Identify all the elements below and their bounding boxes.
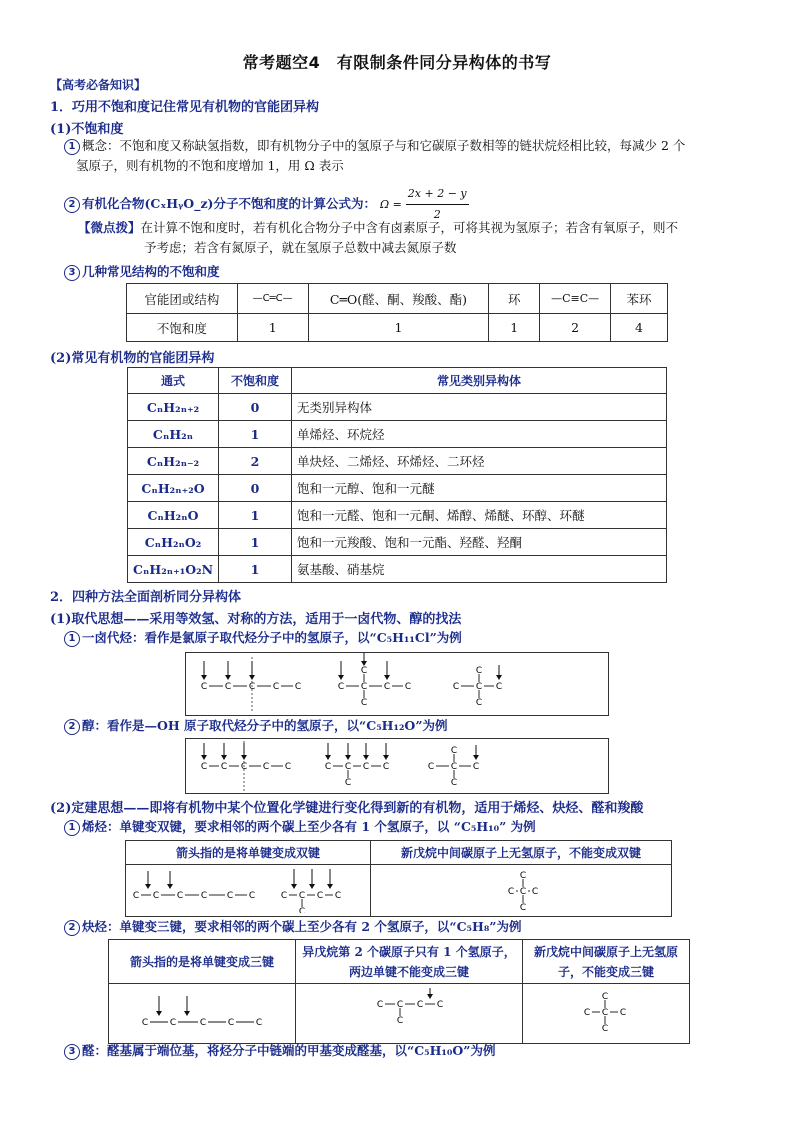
table2-header: 常见类别异构体: [292, 368, 667, 394]
carbon-atom: C: [519, 887, 527, 897]
unsaturation-cell: 2: [219, 448, 292, 475]
table2-header: 不饱和度: [219, 368, 292, 394]
unsaturation-cell: 1: [219, 421, 292, 448]
carbon-atom: C: [337, 682, 345, 692]
alkene-table: [125, 840, 672, 917]
alkene-header-2: 新戊烷中间碳原子上无氢原子，不能变成双键: [371, 841, 672, 865]
table1-col: —C≡C—: [540, 284, 611, 314]
carbon-atom: C: [360, 666, 368, 676]
tip-text-2: 予考虑；若含有氮原子，就在氢原子总数中减去氮原子数: [144, 240, 457, 255]
alkyne-diagram-cell: [109, 984, 296, 1044]
carbon-atom: C: [280, 891, 288, 901]
carbon-atom: C: [255, 1018, 263, 1028]
carbon-atom: C: [334, 891, 342, 901]
table1-val: 1: [489, 314, 540, 342]
formula-cell: CₙH₂ₙO₂: [128, 529, 219, 556]
unsaturation-cell: 1: [219, 502, 292, 529]
table1-val: 2: [540, 314, 611, 342]
carbon-atom: C: [324, 762, 332, 772]
carbon-atom: C: [176, 891, 184, 901]
carbon-atom: C: [227, 1018, 235, 1028]
arrowhead-icon: [384, 675, 390, 680]
carbon-atom: C: [294, 682, 302, 692]
circled-number: 1: [64, 631, 80, 647]
carbon-atom: C: [427, 762, 435, 772]
table1-col: 环: [489, 284, 540, 314]
arrowhead-icon: [325, 755, 331, 760]
circled-number: 2: [64, 719, 80, 735]
formula-denominator: 2: [433, 208, 441, 221]
arrowhead-icon: [156, 1011, 162, 1016]
table-row: [128, 502, 667, 529]
haloalkane-diagram-box: [185, 652, 609, 716]
carbon-atom: C: [152, 891, 160, 901]
arrowhead-icon: [338, 675, 344, 680]
arrowhead-icon: [496, 675, 502, 680]
table1-col: —C═C—: [237, 284, 308, 314]
concept-text-2: 氢原子，则有机物的不饱和度增加 1，用 Ω 表示: [76, 158, 344, 173]
carbon-atom: C: [200, 891, 208, 901]
table-row: [128, 556, 667, 583]
alkene-neopentane-cell: [371, 865, 672, 917]
carbon-atom: C: [284, 762, 292, 772]
carbon-atom: C: [298, 907, 306, 913]
carbon-atom: C: [450, 778, 458, 788]
table2-header: 通式: [128, 368, 219, 394]
carbon-atom: C: [382, 762, 390, 772]
carbon-atom: C: [344, 778, 352, 788]
carbon-atom: C: [360, 682, 368, 692]
carbon-atom: C: [583, 1008, 591, 1018]
arrowhead-icon: [383, 755, 389, 760]
carbon-atom: C: [224, 682, 232, 692]
carbon-atom: C: [199, 1018, 207, 1028]
neopentane-diagram: [371, 865, 671, 913]
carbon-atom: C: [200, 682, 208, 692]
aldehyde-caption: 3 醛：醛基属于端位基，将烃分子中链端的甲基变成醛基，以“C₅H₁₀O”为例: [64, 1041, 495, 1061]
carbon-atom: C: [404, 682, 412, 692]
arrowhead-icon: [309, 884, 315, 889]
table1-val: 4: [611, 314, 668, 342]
arrowhead-icon: [291, 884, 297, 889]
isomer-class-cell: 饱和一元醛、饱和一元酮、烯醇、烯醚、环醇、环醚: [292, 502, 667, 529]
substitution-heading: (1)取代思想——采用等效氢、对称的方法，适用于一卤代物、醇的找法: [50, 612, 462, 627]
tip-paragraph: [78, 218, 758, 258]
table-row: [128, 529, 667, 556]
isomer-class-cell: 无类别异构体: [292, 394, 667, 421]
table-row: [128, 421, 667, 448]
alkyne-header-2: 异戊烷第 2 个碳原子只有 1 个氢原子，两边单键不能变成三键: [296, 940, 523, 984]
carbon-atom: C: [475, 682, 483, 692]
concept-paragraph: [64, 136, 754, 176]
carbon-atom: C: [200, 762, 208, 772]
formula-cell: CₙH₂ₙ: [128, 421, 219, 448]
formula-cell: CₙH₂ₙ₊₂O: [128, 475, 219, 502]
carbon-atom: C: [450, 746, 458, 756]
unsaturation-cell: 0: [219, 394, 292, 421]
unsaturation-cell: 1: [219, 556, 292, 583]
alkene-header-1: 箭头指的是将单键变成双键: [126, 841, 371, 865]
arrowhead-icon: [167, 884, 173, 889]
isomer-heading: (2)常见有机物的官能团异构: [50, 351, 215, 366]
carbon-atom: C: [360, 698, 368, 708]
alkyne-caption: 2 炔烃：单键变三键，要求相邻的两个碳上至少各有 2 个氢原子，以“C₅H₈”为例: [64, 917, 522, 937]
arrowhead-icon: [473, 755, 479, 760]
isomer-class-cell: 饱和一元醇、饱和一元醚: [292, 475, 667, 502]
alkene-diagram: [126, 865, 370, 913]
arrowhead-icon: [145, 884, 151, 889]
table-row: [128, 394, 667, 421]
table1-val: 1: [308, 314, 489, 342]
table1-col: C═O(醛、酮、羧酸、酯): [308, 284, 489, 314]
page-title: 常考题空4 有限制条件同分异构体的书写: [242, 53, 552, 72]
circled-number: 3: [64, 1044, 80, 1060]
unsaturation-cell: 1: [219, 529, 292, 556]
table1-row-header: 官能团或结构: [127, 284, 238, 314]
arrowhead-icon: [184, 1011, 190, 1016]
carbon-atom: C: [169, 1018, 177, 1028]
carbon-atom: C: [344, 762, 352, 772]
arrowhead-icon: [225, 675, 231, 680]
haloalkane-caption: 1 一卤代烃：看作是氯原子取代烃分子中的氢原子，以“C₅H₁₁Cl”为例: [64, 628, 462, 648]
alkyne-isopentane-cell: [296, 984, 523, 1044]
isomer-table: [127, 367, 667, 583]
formula-cell: CₙH₂ₙ₋₂: [128, 448, 219, 475]
circled-number: 1: [64, 139, 80, 155]
table1-val: 1: [237, 314, 308, 342]
carbon-atom: C: [396, 1016, 404, 1026]
formula-cell: CₙH₂ₙO: [128, 502, 219, 529]
carbon-atom: C: [475, 666, 483, 676]
section-tag: 【高考必备知识】: [50, 78, 147, 92]
section-2-heading: 2．四种方法全面剖析同分异构体: [50, 590, 242, 605]
bond-change-heading: (2)定建思想——即将有机物中某个位置化学键进行变化得到新的有机物，适用于烯烃、炔烃、醛和羧酸: [50, 801, 644, 816]
arrowhead-icon: [345, 755, 351, 760]
formula-cell: CₙH₂ₙ₊₁O₂N: [128, 556, 219, 583]
table-row: [128, 475, 667, 502]
carbon-atom: C: [475, 698, 483, 708]
carbon-atom: C: [619, 1008, 627, 1018]
alkyne-table: [108, 939, 690, 1044]
concept-text: 概念：不饱和度又称缺氢指数，即有机物分子中的氢原子与和它碳原子数相等的链状烷烃相比较，每减少 2 个: [82, 138, 686, 153]
circled-number: 1: [64, 820, 80, 836]
alkene-diagram-cell: [126, 865, 371, 917]
carbon-atom: C: [220, 762, 228, 772]
carbon-atom: C: [507, 887, 515, 897]
arrowhead-icon: [221, 755, 227, 760]
carbon-atom: C: [316, 891, 324, 901]
alkyne-neopentane-cell: [523, 984, 690, 1044]
circled-number: 3: [64, 265, 80, 281]
table1-row-value: 不饱和度: [127, 314, 238, 342]
haloalkane-diagram: [186, 653, 608, 715]
table1-col: 苯环: [611, 284, 668, 314]
unsaturation-heading: (1)不饱和度: [50, 122, 124, 137]
carbon-atom: C: [472, 762, 480, 772]
isomer-class-cell: 单炔烃、二烯烃、环烯烃、二环烃: [292, 448, 667, 475]
carbon-atom: C: [416, 1000, 424, 1010]
carbon-atom: C: [519, 871, 527, 881]
carbon-atom: C: [248, 891, 256, 901]
carbon-atom: C: [240, 762, 248, 772]
isomer-class-cell: 氨基酸、硝基烷: [292, 556, 667, 583]
formula-numerator: 2x + 2 − y: [406, 184, 469, 205]
carbon-atom: C: [450, 762, 458, 772]
formula-cell: CₙH₂ₙ₊₂: [128, 394, 219, 421]
unsaturation-cell: 0: [219, 475, 292, 502]
carbon-atom: C: [383, 682, 391, 692]
carbon-atom: C: [601, 992, 609, 1002]
tip-text: 在计算不饱和度时，若有机化合物分子中含有卤素原子，可将其视为氢原子；若含有氧原子，则不: [140, 220, 679, 235]
carbon-atom: C: [362, 762, 370, 772]
circled-number: 2: [64, 920, 80, 936]
alkyne-header-1: 箭头指的是将单键变成三键: [109, 940, 296, 984]
alkyne-diagram: [109, 984, 295, 1040]
carbon-atom: C: [141, 1018, 149, 1028]
alcohol-caption: 2 醇：看作是—OH 原子取代烃分子中的氢原子，以“C₅H₁₂O”为例: [64, 716, 448, 736]
unsaturation-table: [126, 283, 668, 342]
formula-lhs: Ω =: [379, 198, 402, 211]
alkene-caption: 1 烯烃：单键变双键，要求相邻的两个碳上至少各有 1 个氢原子，以 “C₅H₁₀” 为例: [64, 817, 536, 837]
arrowhead-icon: [363, 755, 369, 760]
arrowhead-icon: [201, 675, 207, 680]
structures-caption: 3 几种常见结构的不饱和度: [64, 262, 220, 282]
arrowhead-icon: [427, 994, 433, 999]
carbon-atom: C: [601, 1024, 609, 1034]
carbon-atom: C: [531, 887, 539, 897]
isopentane-diagram: [296, 984, 522, 1040]
isomer-class-cell: 单烯烃、环烷烃: [292, 421, 667, 448]
table-row: [128, 448, 667, 475]
carbon-atom: C: [262, 762, 270, 772]
carbon-atom: C: [519, 903, 527, 913]
carbon-atom: C: [601, 1008, 609, 1018]
alcohol-diagram-box: [185, 738, 609, 794]
formula-caption: 有机化合物(CₓHᵧO_z)分子不饱和度的计算公式为：: [82, 196, 376, 211]
carbon-atom: C: [272, 682, 280, 692]
section-1-heading: 1．巧用不饱和度记住常见有机物的官能团异构: [50, 100, 320, 115]
alcohol-diagram: [186, 739, 608, 793]
isomer-class-cell: 饱和一元羧酸、饱和一元酯、羟醛、羟酮: [292, 529, 667, 556]
arrowhead-icon: [327, 884, 333, 889]
circled-number: 2: [64, 197, 80, 213]
carbon-atom: C: [298, 891, 306, 901]
carbon-atom: C: [452, 682, 460, 692]
tip-label: 【微点拨】: [78, 220, 141, 235]
carbon-atom: C: [495, 682, 503, 692]
carbon-atom: C: [396, 1000, 404, 1010]
carbon-atom: C: [376, 1000, 384, 1010]
neopentane-diagram: [523, 984, 689, 1040]
carbon-atom: C: [226, 891, 234, 901]
carbon-atom: C: [132, 891, 140, 901]
alkyne-header-3: 新戊烷中间碳原子上无氢原子，不能变成三键: [523, 940, 690, 984]
arrowhead-icon: [201, 755, 207, 760]
carbon-atom: C: [248, 682, 256, 692]
carbon-atom: C: [436, 1000, 444, 1010]
